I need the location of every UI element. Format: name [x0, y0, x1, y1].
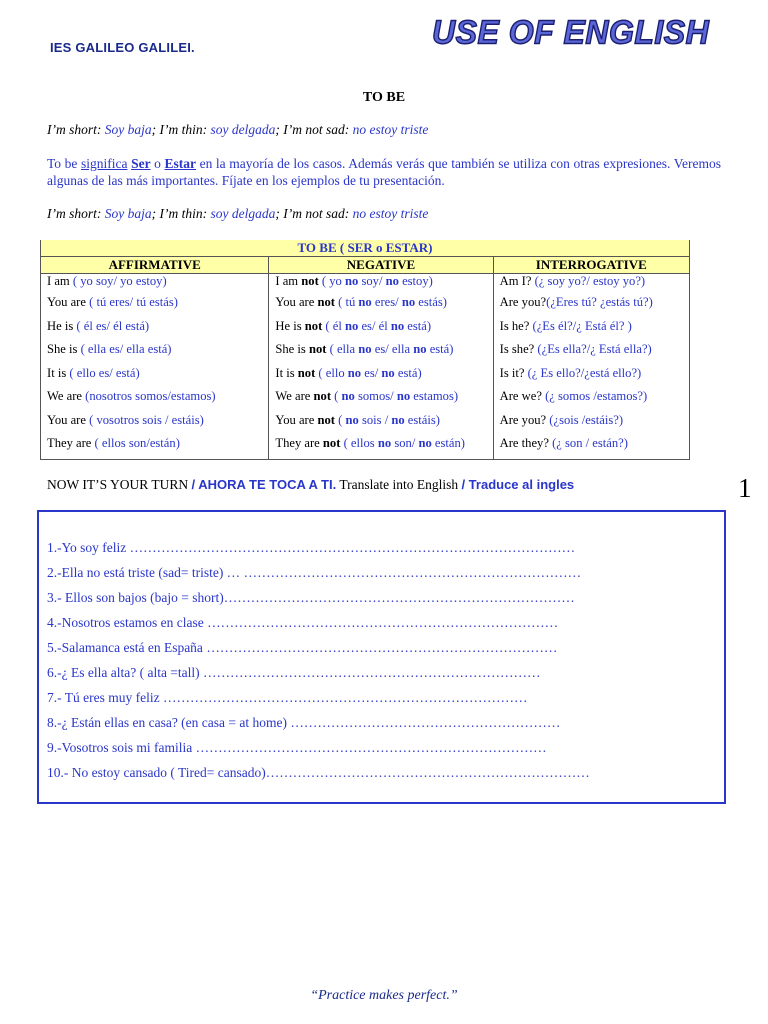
- example-line-bottom: I’m short: Soy baja; I’m thin: soy delgada; I’m not sad: no estoy triste: [47, 206, 429, 221]
- table-row: [41, 294, 690, 318]
- affirmative-cell: They are ( ellos son/están): [41, 435, 269, 459]
- interrogative-cell: Is she? (¿Es ella?/¿ Está ella?): [493, 341, 689, 365]
- interrogative-cell: Is he? (¿Es él?/¿ Está él? ): [493, 318, 689, 342]
- interrogative-cell: Am I? (¿ soy yo?/ estoy yo?): [493, 274, 689, 295]
- exercise-item: 4.-Nosotros estamos en clase ……………………………………………………………………: [47, 615, 559, 630]
- affirmative-cell: She is ( ella es/ ella está): [41, 341, 269, 365]
- negative-cell: They are not ( ellos no son/ no están): [269, 435, 493, 459]
- affirmative-cell: He is ( él es/ él está): [41, 318, 269, 342]
- table-caption: TO BE ( SER o ESTAR): [41, 240, 690, 257]
- intro-paragraph: To be significa Ser o Estar en la mayoría de los casos. Además verás que también se utiliza con otras expresiones. Veremos algunas de las más importantes. Fíjate en los ejemplos de tu presentación.: [47, 156, 722, 188]
- header-interrogative: INTERROGATIVE: [493, 257, 689, 274]
- example-line-top: I’m short: Soy baja; I’m thin: soy delgada; I’m not sad: no estoy triste: [47, 122, 429, 137]
- exercise-item: 3.- Ellos son bajos (bajo = short)……………………………………………………………………: [47, 590, 575, 605]
- affirmative-cell: I am ( yo soy/ yo estoy): [41, 274, 269, 295]
- interrogative-cell: Are you?(¿Eres tú? ¿estás tú?): [493, 294, 689, 318]
- interrogative-cell: Are we? (¿ somos /estamos?): [493, 388, 689, 412]
- affirmative-cell: You are ( vosotros sois / estáis): [41, 412, 269, 436]
- interrogative-cell: Are you? (¿sois /estáis?): [493, 412, 689, 436]
- use-of-english-logo: USE OF ENGLISH: [432, 13, 710, 51]
- table-row: [41, 341, 690, 365]
- negative-cell: I am not ( yo no soy/ no estoy): [269, 274, 493, 295]
- footer-quote: “Practice makes perfect.”: [310, 988, 458, 1003]
- exercise-item: 1.-Yo soy feliz ………………………………………………………………………………………: [47, 540, 576, 555]
- page-number: 1: [738, 473, 752, 503]
- exercise-item: 2.-Ella no está triste (sad= triste) … …………………………………………………………………: [47, 565, 582, 580]
- negative-cell: He is not ( él no es/ él no está): [269, 318, 493, 342]
- exercise-item: 7.- Tú eres muy feliz ………………………………………………………………………: [47, 690, 528, 705]
- exercise-item: 9.-Vosotros sois mi familia ……………………………………………………………………: [47, 740, 547, 755]
- header-affirmative: AFFIRMATIVE: [41, 257, 269, 274]
- exercise-item: 6.-¿ Es ella alta? ( alta =tall) …………………………………………………………………: [47, 665, 541, 680]
- negative-cell: It is not ( ello no es/ no está): [269, 365, 493, 389]
- interrogative-cell: Are they? (¿ son / están?): [493, 435, 689, 459]
- exercise-item: 8.-¿ Están ellas en casa? (en casa = at home) ……………………………………………………: [47, 715, 561, 730]
- affirmative-cell: You are ( tú eres/ tú estás): [41, 294, 269, 318]
- table-row: [41, 412, 690, 436]
- table-row: [41, 388, 690, 412]
- header-negative: NEGATIVE: [269, 257, 493, 274]
- negative-cell: She is not ( ella no es/ ella no está): [269, 341, 493, 365]
- negative-cell: You are not ( no sois / no estáis): [269, 412, 493, 436]
- your-turn-instruction: NOW IT’S YOUR TURN / AHORA TE TOCA A TI. Translate into English / Traduce al ingles: [47, 477, 575, 492]
- section-title: TO BE: [362, 90, 406, 105]
- table-row: [41, 318, 690, 342]
- table-row: [41, 365, 690, 389]
- table-row: [41, 274, 690, 295]
- to-be-table: [40, 240, 690, 460]
- interrogative-cell: Is it? (¿ Es ello?/¿está ello?): [493, 365, 689, 389]
- exercise-item: 5.-Salamanca está en España ……………………………………………………………………: [47, 640, 558, 655]
- negative-cell: You are not ( tú no eres/ no estás): [269, 294, 493, 318]
- affirmative-cell: We are (nosotros somos/estamos): [41, 388, 269, 412]
- table-row: [41, 435, 690, 459]
- affirmative-cell: It is ( ello es/ está): [41, 365, 269, 389]
- negative-cell: We are not ( no somos/ no estamos): [269, 388, 493, 412]
- school-name: IES GALILEO GALILEI.: [50, 40, 195, 55]
- exercise-item: 10.- No estoy cansado ( Tired= cansado)………………………………………………………………: [47, 765, 590, 780]
